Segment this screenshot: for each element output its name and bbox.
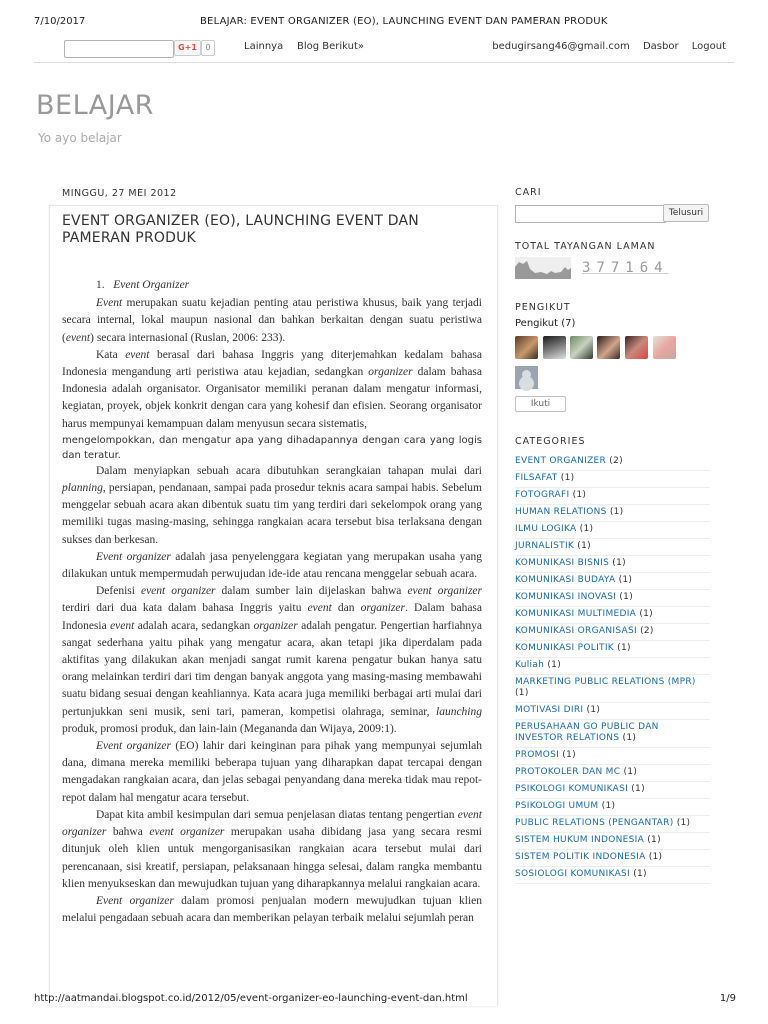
navbar-search-input[interactable] bbox=[64, 40, 174, 58]
dashboard-link[interactable]: Dasbor bbox=[642, 41, 679, 52]
user-email: bedugirsang46@gmail.com bbox=[492, 41, 630, 52]
followers-heading: PENGIKUT bbox=[515, 302, 571, 313]
category-link[interactable]: Kuliah bbox=[515, 660, 545, 670]
paragraph: Dalam menyiapkan sebuah acara dibutuhkan serangkaian tahapan mulai dari planning, persiapan, pendanaan, sampai pada prosedur teknis acara sampai habis. Sebelum menggelar sebuah acara akan dibentuk suatu tim yang terdiri dari sekelompok orang yang memiliki tugas masing-masing, sehingga rangkaian acara tersebut bisa terlaksana dengan sukses dan berkesan. bbox=[62, 464, 482, 546]
search-button[interactable]: Telusuri bbox=[663, 204, 709, 222]
category-item[interactable] bbox=[515, 590, 710, 607]
category-count: (1) bbox=[562, 750, 576, 760]
category-link[interactable]: FOTOGRAFI bbox=[515, 490, 570, 500]
category-link[interactable]: PSIKOLOGI UMUM bbox=[515, 801, 599, 811]
category-link[interactable]: SISTEM POLITIK INDONESIA bbox=[515, 852, 646, 862]
category-link[interactable]: PSIKOLOGI KOMUNIKASI bbox=[515, 784, 629, 794]
pageviews-counter: 377164 bbox=[582, 260, 669, 276]
category-count: (1) bbox=[515, 688, 529, 698]
category-item[interactable] bbox=[515, 765, 710, 782]
followers-count: Pengikut (7) bbox=[515, 318, 576, 329]
category-link[interactable]: FILSAFAT bbox=[515, 473, 558, 483]
paragraph: mengelompokkan, dan mengatur apa yang dihadapannya dengan cara yang logis dan teratur. bbox=[62, 434, 482, 461]
print-page-number: 1/9 bbox=[719, 993, 736, 1004]
category-item[interactable] bbox=[515, 573, 710, 590]
category-link[interactable]: SOSIOLOGI KOMUNIKASI bbox=[515, 869, 631, 879]
logout-link[interactable]: Logout bbox=[691, 41, 726, 52]
category-item[interactable] bbox=[515, 867, 710, 884]
category-count: (1) bbox=[586, 705, 601, 715]
category-count: (1) bbox=[572, 490, 587, 500]
category-count: (1) bbox=[579, 524, 594, 534]
post-date: MINGGU, 27 MEI 2012 bbox=[62, 188, 177, 199]
print-title: BELAJAR: EVENT ORGANIZER (EO), LAUNCHING EVENT DAN PAMERAN PRODUK bbox=[200, 16, 608, 27]
category-count: (1) bbox=[676, 818, 691, 828]
category-item[interactable] bbox=[515, 522, 710, 539]
categories-list bbox=[515, 454, 710, 884]
post-title[interactable]: EVENT ORGANIZER (EO), LAUNCHING EVENT DAN PAMERAN PRODUK bbox=[62, 213, 419, 246]
paragraph: Kata event berasal dari bahasa Inggris yang diterjemahkan kedalam bahasa Indonesia mengandung arti peristiwa atau kejadian, sedangkan organizer dalam bahasa Indonesia adalah organisator. Organisator memiliki peranan dalam mengatur informasi, kegiatan, proyek, objek konkrit dengan cara yang kohesif dan efisien. Seorang organisator harus mempunyai kemampuan dalam menyusun secara sistematis, bbox=[62, 348, 483, 430]
category-item[interactable] bbox=[515, 833, 710, 850]
category-count: (1) bbox=[577, 541, 591, 551]
print-header bbox=[0, 16, 768, 32]
category-item[interactable] bbox=[515, 748, 710, 765]
category-item[interactable] bbox=[515, 782, 710, 799]
category-link[interactable]: KOMUNIKASI POLITIK bbox=[515, 643, 614, 653]
category-link[interactable]: HUMAN RELATIONS bbox=[515, 507, 607, 517]
next-blog-link[interactable]: Blog Berikut» bbox=[297, 41, 365, 52]
category-item[interactable] bbox=[515, 658, 710, 675]
category-count: (1) bbox=[601, 801, 616, 811]
search-heading: CARI bbox=[515, 187, 542, 198]
category-count: (1) bbox=[547, 660, 562, 670]
category-count: (1) bbox=[631, 784, 645, 794]
category-link[interactable]: KOMUNIKASI BUDAYA bbox=[515, 575, 616, 585]
category-item[interactable] bbox=[515, 505, 710, 522]
category-count: (2) bbox=[640, 626, 654, 636]
category-count: (1) bbox=[619, 592, 634, 602]
follower-avatar[interactable] bbox=[653, 336, 676, 359]
category-count: (1) bbox=[560, 473, 575, 483]
paragraph: Event organizer (EO) lahir dari keinginan para pihak yang mempunyai sejumlah dana, dimana mereka memiliki beberapa tujuan yang diharapkan dapat tercapai dengan mengadakan rangkaian acara, dan jelas sebagai penyandang dana mereka tidak mau repot-repot dalam hal mengatur acara tersebut. bbox=[62, 740, 482, 804]
print-date: 7/10/2017 bbox=[34, 16, 86, 27]
blogger-navbar bbox=[34, 34, 734, 63]
paragraph: Event merupakan suatu kejadian penting atau peristiwa khusus, baik yang terjadi secara internal, lokal maupun nasional dan bahkan berkaitan dengan suatu peristiwa (event) secara internasional (Ruslan, 2006: 233). bbox=[62, 297, 482, 344]
category-link[interactable]: KOMUNIKASI INOVASI bbox=[515, 592, 617, 602]
category-item[interactable] bbox=[515, 488, 710, 505]
category-item[interactable] bbox=[515, 816, 710, 833]
category-link[interactable]: KOMUNIKASI BISNIS bbox=[515, 558, 610, 568]
category-count: (1) bbox=[617, 643, 631, 653]
follower-avatar[interactable] bbox=[625, 336, 648, 359]
category-link[interactable]: JURNALISTIK bbox=[515, 541, 575, 551]
pageviews-heading: TOTAL TAYANGAN LAMAN bbox=[515, 241, 656, 252]
category-count: (1) bbox=[647, 835, 661, 845]
category-count: (1) bbox=[633, 869, 647, 879]
category-item[interactable] bbox=[515, 850, 710, 867]
category-count: (1) bbox=[648, 852, 663, 862]
paragraph: Event organizer adalah jasa penyelenggara kegiatan yang merupakan usaha yang dilakukan untuk mempermudah perwujudan ide-ide atau rencana menggelar sebuah acara. bbox=[62, 550, 482, 581]
category-count: (1) bbox=[623, 767, 638, 777]
category-count: (1) bbox=[609, 507, 624, 517]
post-body bbox=[62, 277, 482, 927]
category-link[interactable]: EVENT ORGANIZER bbox=[515, 456, 607, 466]
categories-heading: CATEGORIES bbox=[515, 436, 586, 447]
follower-avatar[interactable] bbox=[570, 336, 593, 359]
more-link[interactable]: Lainnya bbox=[244, 41, 284, 52]
category-item[interactable] bbox=[515, 556, 710, 573]
blog-title[interactable]: BELAJAR bbox=[36, 90, 154, 121]
navbar-user-links bbox=[482, 41, 726, 52]
pageviews-sparkline bbox=[515, 257, 571, 279]
category-link[interactable]: KOMUNIKASI ORGANISASI bbox=[515, 626, 637, 636]
category-count: (1) bbox=[612, 558, 626, 568]
print-url: http://aatmandai.blogspot.co.id/2012/05/event-organizer-eo-launching-event-dan.html bbox=[34, 993, 468, 1004]
paragraph: Dapat kita ambil kesimpulan dari semua penjelasan diatas tentang pengertian event organizer bahwa event organizer merupakan usaha dibidang jasa yang secara resmi ditunjuk oleh klien untuk mengorganisasikan rangkaian acara tersebut mulai dari perencanaan, sisi kreatif, persiapan, pelaksanaan hingga selesai, dalam rangka membantu klien menyukseskan dan mewujudkan tujuan yang diharapkannya melalui rangkaian acara. bbox=[62, 808, 482, 890]
category-link[interactable]: PERUSAHAAN GO PUBLIC DAN INVESTOR RELATIONS bbox=[515, 722, 659, 743]
category-link[interactable]: KOMUNIKASI MULTIMEDIA bbox=[515, 609, 637, 619]
category-item[interactable] bbox=[515, 720, 710, 748]
follow-button[interactable]: Ikuti bbox=[515, 396, 566, 412]
category-item[interactable] bbox=[515, 607, 710, 624]
paragraph: Event organizer dalam promosi penjualan modern mewujudkan tujuan klien melalui pengadaan sebuah acara dan memberikan pelayan terbaik melalui sejumlah peran bbox=[62, 894, 482, 925]
gplus-button[interactable]: G+1 bbox=[174, 40, 201, 56]
category-link[interactable]: MOTIVASI DIRI bbox=[515, 705, 584, 715]
paragraph: Defenisi event organizer dalam sumber lain dijelaskan bahwa event organizer terdiri dari dua kata dalam bahasa Inggris yaitu event dan organizer. Dalam bahasa Indonesia event adalah acara, sedangkan organizer adalah pengatur. Pengertian harfiahnya sangat sederhana yaitu pihak yang mengatur acara, akan tetapi jika diperdalam pada aktifitas yang dilakukan akan menjadi sangat rumit karena pengatur bukan hanya satu orang melainkan terdiri dari tim dengan banyak anggota yang masing-masing membawahi suatu bidang sesuai dengan keahliannya. Kata acara juga memiliki berbagai arti mulai dari pertunjukkan seni musik, seni tari, pameran, kompetisi olahraga, seminar, launching produk, promosi produk, dan lain-lain (Megananda dan Wijaya, 2009:1). bbox=[62, 585, 483, 735]
category-item[interactable] bbox=[515, 675, 710, 703]
category-link[interactable]: PROMOSI bbox=[515, 750, 560, 760]
sidebar-search-input[interactable] bbox=[515, 205, 666, 223]
category-link[interactable]: ILMU LOGIKA bbox=[515, 524, 577, 534]
category-link[interactable]: PUBLIC RELATIONS (PENGANTAR) bbox=[515, 818, 674, 828]
category-item[interactable] bbox=[515, 641, 710, 658]
section-heading: 1. Event Organizer bbox=[96, 279, 190, 291]
category-count: (1) bbox=[639, 609, 653, 619]
follower-avatar[interactable] bbox=[515, 336, 538, 359]
category-item[interactable] bbox=[515, 539, 710, 556]
gplus-count: 0 bbox=[201, 40, 215, 56]
category-link[interactable]: MARKETING PUBLIC RELATIONS (MPR) bbox=[515, 677, 696, 687]
follower-avatar[interactable] bbox=[597, 336, 620, 359]
blog-description: Yo ayo belajar bbox=[38, 131, 122, 145]
category-item[interactable] bbox=[515, 454, 710, 471]
follower-avatar[interactable] bbox=[543, 336, 566, 359]
category-link[interactable]: PROTOKOLER DAN MC bbox=[515, 767, 621, 777]
category-item[interactable] bbox=[515, 799, 710, 816]
category-count: (2) bbox=[609, 456, 623, 466]
follower-avatar-default[interactable] bbox=[515, 366, 538, 389]
category-link[interactable]: SISTEM HUKUM INDONESIA bbox=[515, 835, 645, 845]
category-count: (1) bbox=[622, 733, 637, 743]
category-count: (1) bbox=[618, 575, 633, 585]
category-item[interactable] bbox=[515, 471, 710, 488]
category-item[interactable] bbox=[515, 703, 710, 720]
category-item[interactable] bbox=[515, 624, 710, 641]
